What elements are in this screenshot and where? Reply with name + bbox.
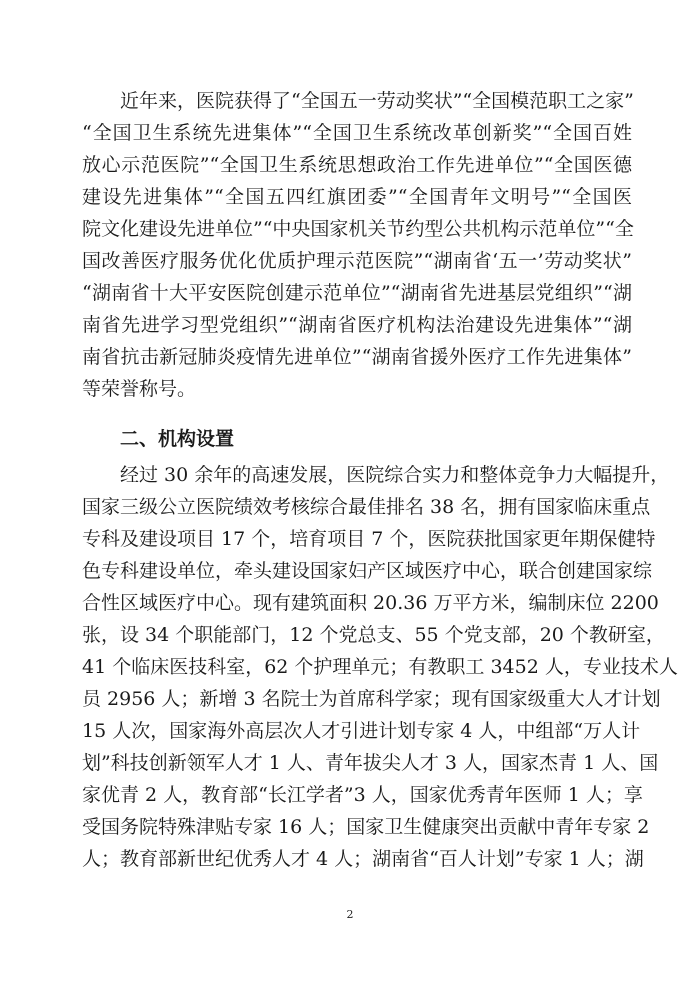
paragraph-1-line: 国改善医疗服务优化优质护理示范医院”“湖南省‘五一’劳动奖状”: [82, 250, 632, 272]
paragraph-1-line: 等荣誉称号。: [82, 378, 197, 400]
paragraph-2-line: 合性区域医疗中心。现有建筑面积 20.36 万平方米，编制床位 2200: [82, 592, 659, 614]
paragraph-1-line: 建设先进集体”“全国五四红旗团委”“全国青年文明号”“全国医: [82, 186, 632, 208]
paragraph-2-line: 41 个临床医技科室，62 个护理单元；有教职工 3452 人，专业技术人: [82, 656, 678, 678]
paragraph-1-line: 南省先进学习型党组织”“湖南省医疗机构法治建设先进集体”“湖: [82, 314, 632, 336]
paragraph-2-line: 人；教育部新世纪优秀人才 4 人；湖南省“百人计划”专家 1 人；湖: [82, 848, 644, 870]
paragraph-2-line: 划”科技创新领军人才 1 人、青年拔尖人才 3 人，国家杰青 1 人、国: [82, 752, 659, 774]
paragraph-1-line: “全国卫生系统先进集体”“全国卫生系统改革创新奖”“全国百姓: [82, 122, 632, 144]
paragraph-2-line: 国家三级公立医院绩效考核综合最佳排名 38 名，拥有国家临床重点: [82, 496, 651, 518]
page-number: 2: [346, 908, 354, 921]
paragraph-2-line: 色专科建设单位，牵头建设国家妇产区域医疗中心，联合创建国家综: [82, 560, 653, 582]
paragraph-2-line: 家优青 2 人，教育部“长江学者”3 人，国家优秀青年医师 1 人；享: [82, 784, 643, 806]
section-heading: 二、机构设置: [120, 428, 235, 450]
paragraph-1-line: “湖南省十大平安医院创建示范单位”“湖南省先进基层党组织”“湖: [82, 282, 632, 304]
paragraph-1-line: 近年来，医院获得了“全国五一劳动奖状”“全国模范职工之家”: [120, 90, 634, 112]
paragraph-2-line: 员 2956 人；新增 3 名院士为首席科学家；现有国家级重大人才计划: [82, 688, 661, 710]
paragraph-2-line: 专科及建设项目 17 个，培育项目 7 个，医院获批国家更年期保健特: [82, 528, 656, 550]
paragraph-1-line: 南省抗击新冠肺炎疫情先进单位”“湖南省援外医疗工作先进集体”: [82, 346, 632, 368]
paragraph-2-line: 经过 30 余年的高速发展，医院综合实力和整体竞争力大幅提升，: [120, 464, 670, 486]
paragraph-2-line: 受国务院特殊津贴专家 16 人；国家卫生健康突出贡献中青年专家 2: [82, 816, 650, 838]
paragraph-2-line: 张，设 34 个职能部门，12 个党总支、55 个党支部，20 个教研室，: [82, 624, 665, 646]
paragraph-1-line: 放心示范医院”“全国卫生系统思想政治工作先进单位”“全国医德: [82, 154, 632, 176]
paragraph-1-line: 院文化建设先进单位”“中央国家机关节约型公共机构示范单位”“全: [82, 218, 634, 240]
paragraph-2-line: 15 人次，国家海外高层次人才引进计划专家 4 人，中组部“万人计: [82, 720, 641, 742]
